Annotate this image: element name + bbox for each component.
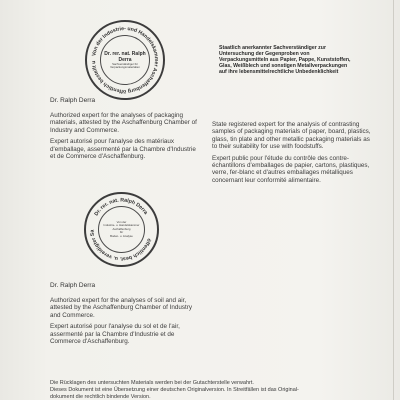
text-block-soil-air xyxy=(50,297,202,349)
seal-center-bottom xyxy=(98,206,145,253)
english-paragraph: Authorized expert for the analyses of soil and air, attested by the Aschaffenburg Chamber of Industry and Commerce. xyxy=(50,297,192,319)
expert-name-1: Dr. Ralph Derra xyxy=(50,97,96,104)
seal-center-top xyxy=(100,35,150,85)
svg-text:Dr. rer. nat. Ralph Derra: Dr. rer. nat. Ralph Derra xyxy=(93,197,149,218)
seal-packaging-expert xyxy=(85,20,165,100)
text-block-state-registered xyxy=(212,121,372,188)
seal-name: Dr. rer. nat. Ralph Derra xyxy=(104,50,146,63)
seal-line: Von der xyxy=(116,219,127,224)
english-paragraph: Authorized expert for the analyses of packaging materials, attested by the Aschaffenburg Chamber of Industry and Commerce. xyxy=(50,112,197,134)
seal-line: Verpackungsmaterialien xyxy=(110,65,140,69)
svg-text:Von der Industrie- und Handels: Von der Industrie- und Handelskammer Aschaffenburg öffentlich bestellt u xyxy=(90,25,160,95)
seal-line: für xyxy=(119,230,124,235)
seal-line: Sachverständiger für xyxy=(112,61,138,66)
scan-edge-line xyxy=(393,0,394,400)
english-paragraph: State registered expert for the analysis of contrasting samples of packaging materials of paper, board, plastics, glass, tin plate and other metallic packaging materials as to their suitability for use with foodstuffs. xyxy=(212,121,371,151)
footer-note xyxy=(50,380,380,400)
footer-line: dokument die rechtlich bindende Version. xyxy=(50,393,151,400)
seal-line: Industrie- u. Handelskammer xyxy=(103,223,140,228)
german-stamp-text: Staatlich anerkannter Sachverständiger zur Untersuchung der Gegenproben von Verpackungsmitteln aus Papier, Pappe, Kunststoffen, Glas, Weißblech und sonstigen Metallverpackungen auf ihre lebensmittelrechtliche Unbedenklichkeit xyxy=(219,45,351,75)
svg-text:öffentlich best. u. vereidigte: öffentlich best. u. vereidigter Sa xyxy=(89,229,152,262)
french-paragraph: Expert public pour l'étude du contrôle des contre-échantillons d'emballages de papier, cartons, plastiques, verre, fer-blanc et d'autres emballages métalliques concernant leur conformité alimentaire. xyxy=(212,154,370,184)
french-paragraph: Expert autorisé pour l'analyse du sol et de l'air, assermenté par la Chambre d'Industrie et de Commerce d'Aschaffenburg. xyxy=(50,323,180,346)
seal-soil-air-expert xyxy=(84,192,159,267)
footer-line: Dieses Dokument ist eine Übersetzung einer deutschen Originalversion. In Streitfällen ist das Original- xyxy=(50,386,299,393)
footer-line: Die Rücklagen des untersuchten Materials werden bei der Gutachterstelle verwahrt. xyxy=(50,380,254,386)
text-block-packaging xyxy=(50,112,200,164)
expert-name-2: Dr. Ralph Derra xyxy=(50,282,96,289)
french-paragraph: Expert autorisé pour l'analyse des matériaux d'emballage, assermenté par la Chambre d'Industrie et de Commerce d'Aschaffenburg. xyxy=(50,138,196,161)
seal-line: Aschaffenburg xyxy=(112,226,131,231)
seal-line: Boden- u. Analyse xyxy=(110,233,133,238)
